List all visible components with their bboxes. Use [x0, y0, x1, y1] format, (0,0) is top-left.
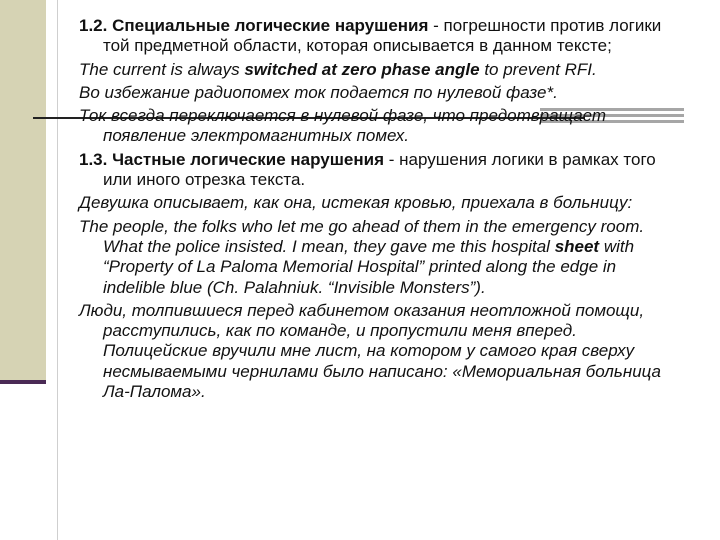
slide-text [79, 16, 679, 405]
paragraph-particular-violations [79, 150, 679, 191]
particular-violations-desc: - нарушения логики в рамках того или иного отрезка текста. [103, 149, 656, 190]
example-english-2-bold: sheet [554, 236, 600, 256]
example-english-1-part-c: to prevent RFI. [479, 59, 597, 79]
translation-1-corrected: Ток всегда переключается в нулевой фазе, что предотвращает появление электромагнитных помех. [79, 106, 607, 146]
heading-particular-violations: 1.3. Частные логические нарушения [79, 149, 385, 169]
special-violations-desc: - погрешности против логики той предметной области, которая описывается в данном тексте; [103, 16, 662, 56]
example-english-2 [79, 217, 679, 298]
example-english-2-part-c: with “Property of La Paloma Memorial Hospital” printed along the edge in indelible blue (Ch. Palahniuk. “Invisible Monsters”). [103, 236, 635, 297]
heading-special-violations: 1.2. Специальные логические нарушения [79, 16, 429, 35]
vertical-rule [57, 0, 58, 540]
side-decor-line [0, 380, 46, 384]
example-english-2-part-a: The people, the folks who let me go ahead of them in the emergency room. What the police insisted. I mean, they gave me this hospital [79, 216, 645, 256]
paragraph-special-violations [79, 16, 679, 57]
example-intro: Девушка описывает, как она, истекая кровью, приехала в больницу: [79, 193, 633, 213]
translation-1: Во избежание радиопомех ток подается по нулевой фазе*. [79, 82, 558, 102]
example-english-1 [79, 60, 679, 80]
translation-2: Люди, толпившиеся перед кабинетом оказания неотложной помощи, расступились, как по команде, и пропустили меня вперед. Полицейские вручили мне лист, на котором у самого края сверху несмываемыми чернилами было написано: «Мемориальная больница Ла-Палома». [79, 300, 662, 402]
side-decor-band [0, 0, 46, 382]
example-english-1-part-a: The current is always [79, 59, 245, 79]
example-english-1-bold: switched at zero phase angle [244, 59, 480, 79]
